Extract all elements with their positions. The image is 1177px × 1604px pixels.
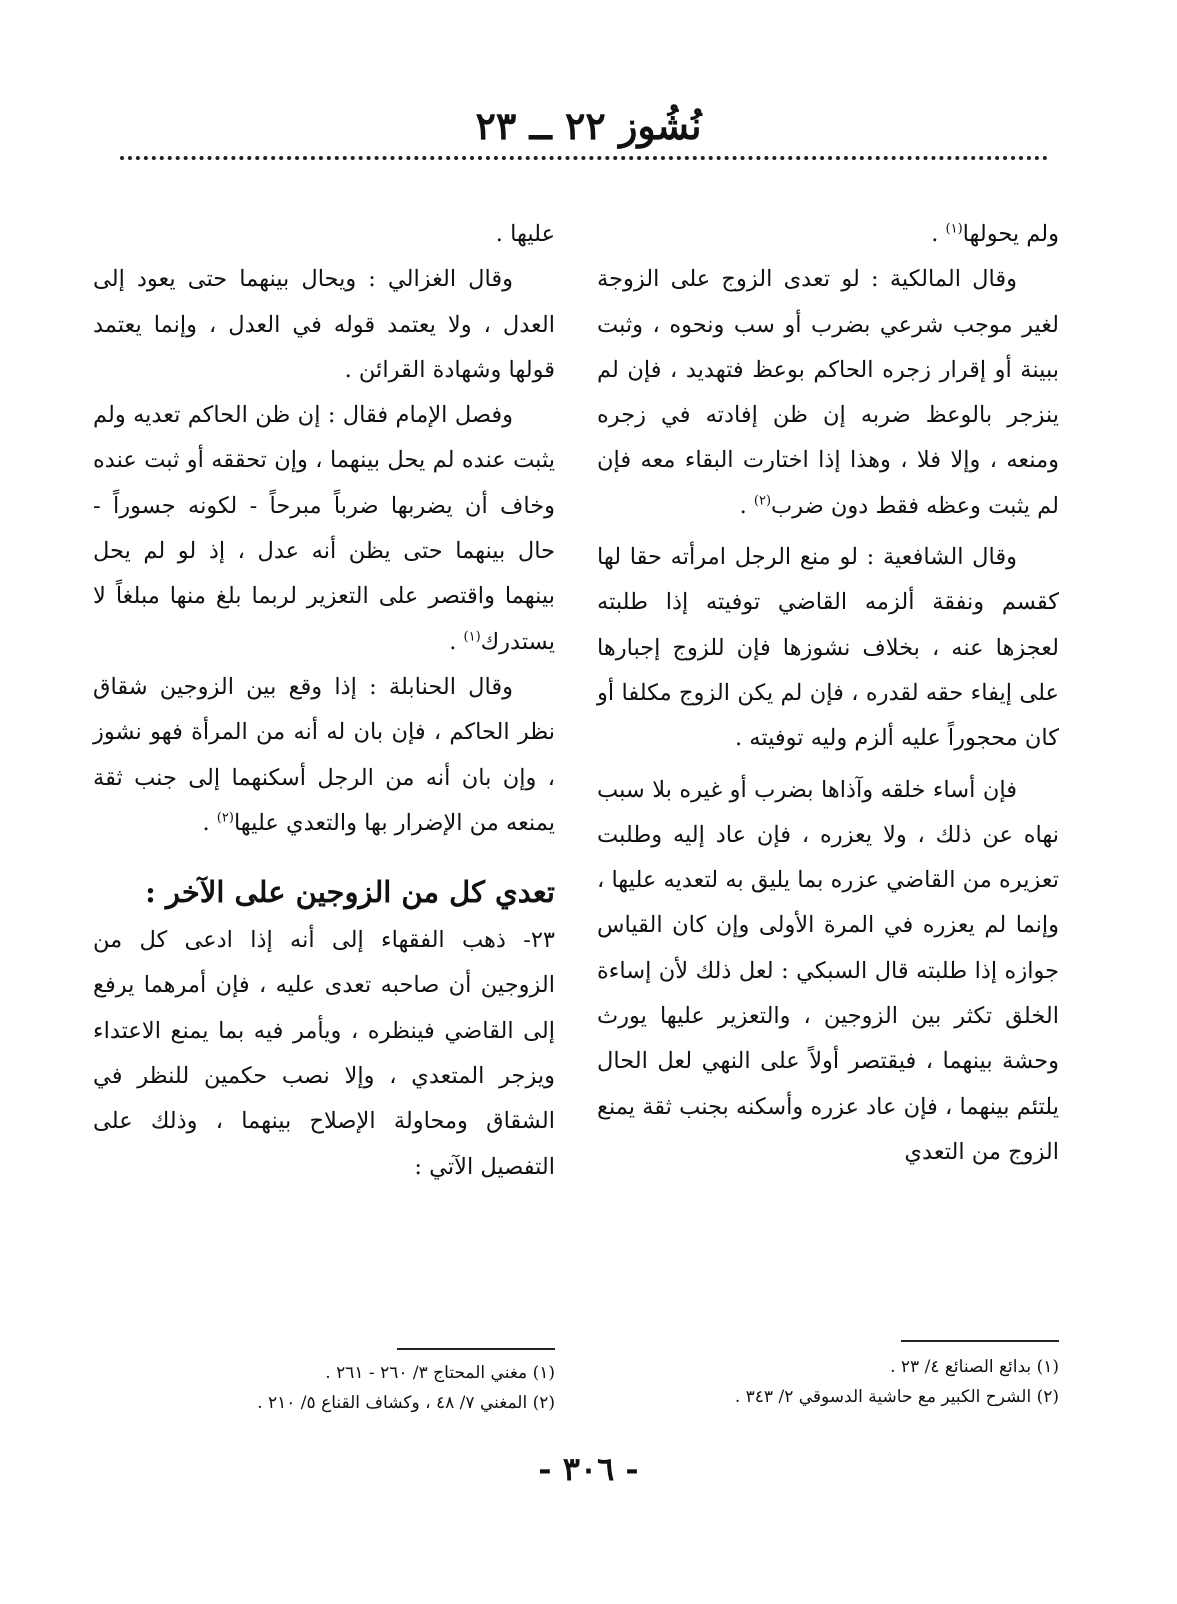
footnote-ref: (٢) — [216, 810, 234, 826]
paragraph — [93, 665, 555, 846]
paragraph: فإن أساء خلقه وآذاها بضرب أو غيره بلا سبب نهاه عن ذلك ، ولا يعزره ، فإن عاد إليه وطلبت تعزيره من القاضي عزره بما يليق به لتعديه عليها ، وإنما لم يعزره في المرة الأولى وإن كان القياس جوازه إذا طلبته قال السبكي : لعل ذلك لأن إساءة الخلق تكثر بين الزوجين ، والتعزير عليها يورث وحشة بينهما ، فيقتصر أولاً على النهي لعل الحال يلتئم بينهما ، فإن عاد عزره وأسكنه بجنب ثقة يمنع الزوج من التعدي — [597, 776, 1059, 1165]
paragraph-text: وقال المالكية : لو تعدى الزوج على الزوجة لغير موجب شرعي بضرب أو سب ونحوه ، وثبت ببينة أو إقرار زجره الحاكم بوعظ فتهديد ، فإن لم ينزجر بالوعظ ضربه إن ظن إفادته في زجره ومنعه ، وإلا فلا ، وهذا إذا اختارت البقاء معه فإن لم يثبت وعظه فقط دون ضرب — [597, 266, 1059, 519]
footnote: (٢) المغني ٧/ ٤٨ ، وكشاف القناع ٥/ ٢١٠ . — [257, 1393, 555, 1413]
paragraph-end: . — [202, 809, 217, 836]
right-column — [597, 212, 1059, 1175]
paragraph-text: ولم يحولها — [962, 221, 1059, 247]
footnote-ref: (٢) — [753, 493, 772, 509]
section-heading: تعدي كل من الزوجين على الآخر : — [145, 875, 555, 910]
footnote: (١) مغني المحتاج ٣/ ٢٦٠ - ٢٦١ . — [325, 1363, 555, 1383]
footnote-divider — [901, 1340, 1059, 1342]
paragraph: ٢٣- ذهب الفقهاء إلى أنه إذا ادعى كل من الزوجين أن صاحبه تعدى عليه ، فإن أمرهما يرفع إلى القاضي فينظره ، ويأمر فيه بما يمنع الاعتداء ويزجر المتعدي ، وإلا نصب حكمين للنظر في الشقاق ومحاولة الإصلاح بينهما ، وذلك على التفصيل الآتي : — [93, 927, 555, 1180]
page-number: - ٣٠٦ - — [538, 1450, 639, 1488]
footnote-ref: (١) — [463, 629, 481, 645]
footnotes-right — [597, 1352, 1059, 1412]
footnotes-left — [93, 1358, 555, 1418]
paragraph-end: . — [739, 492, 754, 519]
paragraph-text: وقال الحنابلة : إذا وقع بين الزوجين شقاق نظر الحاكم ، فإن بان له أنه من المرأة فهو نشوز ، وإن بان أنه من الرجل أسكنهما إلى جنب ثقة يمنعه من الإضرار بها والتعدي عليها — [93, 673, 555, 836]
dotted-divider — [120, 156, 1048, 160]
footnote: (١) بدائع الصنائع ٤/ ٢٣ . — [890, 1357, 1059, 1377]
footnote: (٢) الشرح الكبير مع حاشية الدسوقي ٢/ ٣٤٣ . — [734, 1387, 1059, 1407]
paragraph — [597, 212, 1059, 257]
paragraph — [93, 393, 555, 665]
paragraph — [597, 257, 1059, 529]
paragraph: وقال الغزالي : ويحال بينهما حتى يعود إلى العدل ، ولا يعتمد قوله في العدل ، وإنما يعتمد قولها وشهادة القرائن . — [93, 266, 555, 383]
paragraph-text: وفصل الإمام فقال : إن ظن الحاكم تعديه ولم يثبت عنده لم يحل بينهما ، وإن تحققه أو ثبت عنده وخاف أن يضربها ضرباً مبرحاً - لكونه جسوراً - حال بينهما حتى يظن أنه عدل ، إذ لو لم يحل بينهما واقتصر على التعزير لربما بلغ منها مبلغاً لا يستدرك — [93, 402, 555, 655]
paragraph-end: . — [931, 221, 946, 247]
page-title: نُشُوز ٢٢ ــ ٢٣ — [475, 103, 702, 148]
paragraph-end: . — [449, 628, 464, 655]
footnote-divider — [397, 1348, 555, 1350]
left-column — [93, 212, 555, 1190]
paragraph: وقال الشافعية : لو منع الرجل امرأته حقا لها كقسم ونفقة ألزمه القاضي توفيته إذا طلبته لعجزها عنه ، بخلاف نشوزها فإن للزوج إجبارها على إيفاء حقه لقدره ، فإن لم يكن الزوج مكلفا أو كان محجوراً عليه ألزم وليه توفيته . — [597, 544, 1059, 752]
footnote-ref: (١) — [945, 221, 963, 237]
paragraph: عليها . — [495, 221, 555, 247]
